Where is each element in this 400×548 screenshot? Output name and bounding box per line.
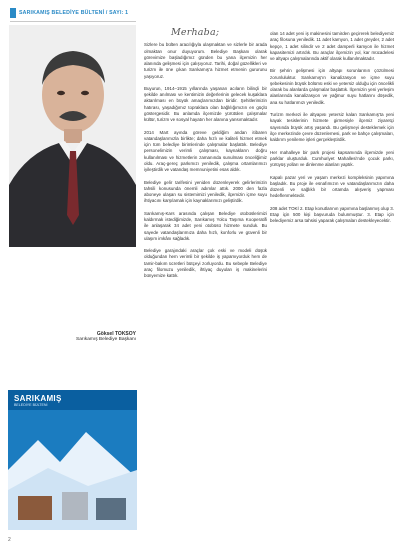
article-column-1 [144,25,267,286]
header [10,8,128,18]
paragraph: Sarıkamış-Kars arasında çalışan Belediye otobüslerimizi kaldırmak istediğimizde, Sarıkamış Yolcu Taşıma Kooperatifi ile anlaşarak 34 adet yeni otobüsü hizmete sunduk. Bu sayede vatandaşlarımıza daha hızlı, konforlu ve güvenli bir ulaşım imkânı sağladık. [144,210,267,241]
magazine-subtitle: BELEDİYE BÜLTENİ [14,403,48,407]
header-divider [10,21,136,22]
article-headline: Merhaba; [171,27,220,38]
paragraph: olan 14 adet yeni iş makinesini tamirden geçirerek belediyemiz araç filosuna yeniledik. 11 adet kamyon, 1 adet greyder, 2 adet kepçe, 1 adet silindir ve 2 adet damperli kamyon ile hizmet kapasitemizi artırdık. Bu araçlar ilçemizin yol, kar mücadelesi ve altyapı çalışmalarında aktif olarak kullanılmaktadır. [270,31,394,61]
paragraph: Her mahalleye bir park projesi kapsamında ilçemizde yeni parklar oluşturduk. Cumhuriyet Mahallesi’nde çocuk parkı, yürüyüş yolları ve dinlenme alanları yaptık. [270,149,394,168]
paragraph: Sizlere bu bülten aracılığıyla ulaşmaktan ve sizlerle bir arada olmaktan onur duyuyorum. Belediye Başkanı olarak görevimize başladığımız günden bu yana ilçemizin her alanında gelişmesi için çalışıyoruz. Tarihi, doğal güzellikleri ve turizm ile öne çıkan Sarıkamış’a hizmet etmenin gururunu yaşıyoruz. [144,42,267,79]
magazine-cover-scene [8,410,137,530]
mayor-title: Sarıkamış Belediye Başkanı [76,337,136,343]
magazine-logo: SARIKAMIŞ [14,394,62,403]
paragraph: Belediye garajındaki araçlar çok eski ve modeli düşük olduğundan hem verimli bir şekilde iş yapamıyorduk hem de tamir-bakım ücretleri bütçeyi zorluyordu. Bu sebeple Belediye araç filomuzu yeniledik, ihtiyaç duyulan iş makinelerini bünyemize kattık. [144,248,267,279]
magazine-cover-image [8,390,137,530]
header-title: SARIKAMIŞ BELEDİYE BÜLTENİ / SAYI: 1 [19,10,129,16]
page-number: 2 [8,537,11,543]
paragraph: Turizm merkezi ile altyapısı yetersiz kalan Sarıkamış’ta yeni kayak tesislerinin hizmete girmesiyle ilçemiz ziyaretçi sayısında büyük artış yaşandı. Bu gelişmeyi desteklemek için ilçe merkezinde çevre düzenlemesi, park ve bahçe çalışmaları, kaldırım yenileme işleri gerçekleştirdik. [270,112,394,143]
mayor-name: Göksel TOKSOY [96,331,136,337]
paragraph: Kapalı pazar yeri ve yaşam merkezi kompleksinin yapımına başladık. Bu proje ile esnafımızın ve vatandaşlarımızın daha düzenli ve sağlıklı bir ortamda alışveriş yapması hedeflenmektedir. [270,174,394,199]
article-column-2 [270,31,394,231]
paragraph: 2014 Mart ayında göreve geldiğim andan itibaren vatandaşlarımızla birlikte; daha hızlı ve kaliteli hizmet etmek için tüm belediye birimlerinde çalışmalar başlattık. Belediye personelimizin verimli çalışması, kaynakların doğru kullanılması ve hizmetlerin zamanında sunulması önceliğimiz oldu. Araç-gereç parkımızı yeniledik, çalışma ortamlarımızı iyileştirdik ve vatandaş memnuniyetini esas aldık. [144,129,267,173]
paragraph: Buyurun, 1914–1915 yıllarında yaşanan acıların bilinçli bir şekilde anılması ve kentimizin değerlerinin gelecek kuşaklara aktarılması en büyük amaçlarımızdan biridir. Şehitlerimizin hatırası, yaşadığımız topraklara olan bağlılığımızın en güçlü göstergesidir. Bu anlamda ilçemizde yürütülen çalışmalar kültür, turizm ve sosyal hayatın her alanına yansımaktadır. [144,85,267,123]
paragraph: Belediye gelir tarifesini yeniden düzenleyerek gelirlerimizin tahsili konusunda önemli adımlar attık. 2000 den fazla aboneye ulaşan su sistemimizi yeniledik, ilçemizin içme suyu ihtiyacını karşılamak için kaynaklarımızı geliştirdik. [144,179,267,204]
paragraph: 208 adet TOKİ 2. Etap konutlarının yapımına başlanmış olup 3. Etap için 500 kişi başvuruda bulunmuştur. 3. Etap için belediyemiz arsa tahsisi yaparak çalışmaları destekleyecektir. [270,205,394,224]
portrait-illustration [9,25,136,247]
mayor-portrait [9,25,136,247]
portrait-caption [40,331,136,344]
paragraph: Bir şehrin gelişmesi için altyapı sorunlarının çözülmesi zorunluluktur. Sarıkamış’ın kanalizasyon ve içme suyu şebekesinin büyük bölümü eski ve yetersiz olduğu için öncelikli olarak bu alanlarda çalışmalar başlattık. İlçemizin yeni yerleşim alanlarında kanalizasyon ve yağmur suyu hatlarını döşedik, ana su hatlarımızı yeniledik. [270,68,394,105]
header-accent-bar [10,8,16,18]
